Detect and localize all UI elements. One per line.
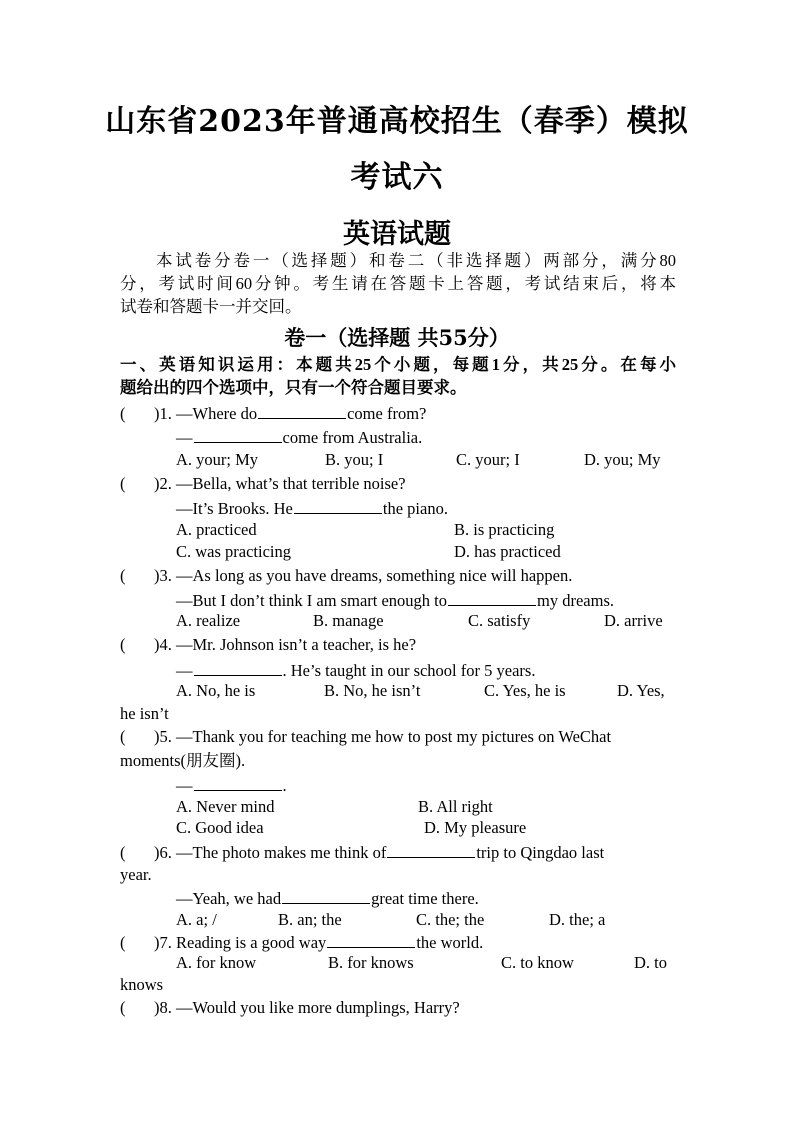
option-b: B. All right [418,797,493,816]
question-1-reply: — come from Australia. [176,428,423,447]
option-d: D. the; a [549,910,606,929]
question-4: ( )4. —Mr. Johnson isn’t a teacher, is he? [120,635,417,654]
blank [294,497,382,514]
answer-paren: ( [120,404,126,423]
question-8: ( )8. —Would you like more dumplings, Harry? [120,998,460,1017]
option-d: D. My pleasure [424,818,527,837]
question-5-reply: — . [176,776,287,795]
option-d: D. to [634,953,667,972]
question-3: ( )3. —As long as you have dreams, something nice will happen. [120,566,573,585]
intro-line-2: 分，考试时间60分钟。考生请在答题卡上答题，考试结束后，将本 [120,274,676,293]
question-7: ( )7. Reading is a good way the world. [120,933,484,952]
option-c: C. your; I [456,450,520,469]
instructions-line-2: 题给出的四个选项中，只有一个符合题目要求。 [120,378,467,397]
option-b: B. No, he isn’t [324,681,421,700]
intro-line-1: 本试卷分卷一（选择题）和卷二（非选择题）两部分，满分80 [156,251,676,270]
question-1: ( )1. —Where do come from? [120,404,427,423]
question-3-reply: —But I don’t think I am smart enough to my dreams. [176,591,614,610]
question-4-reply: — . He’s taught in our school for 5 years. [176,661,536,680]
option-d: D. you; My [584,450,661,469]
blank [258,402,346,419]
blank [448,589,536,606]
subject-title: 英语试题 [343,219,451,250]
blank [387,841,475,858]
question-6: ( )6. —The photo makes me think of trip to Qingdao last [120,843,605,862]
question-2: ( )2. —Bella, what’s that terrible noise? [120,474,406,493]
option-a: A. a; / [176,910,217,929]
answer-paren: ( [120,843,126,862]
option-d: D. arrive [604,611,663,630]
blank [327,931,415,948]
option-b: B. for knows [328,953,414,972]
option-c: C. to know [501,953,574,972]
question-2-reply: —It’s Brooks. He the piano. [176,499,448,518]
instructions-line-1: 一、英语知识运用：本题共25个小题，每题1分，共25分。在每小 [120,355,676,374]
answer-paren: ( [120,933,126,952]
question-6-reply: —Yeah, we had great time there. [176,889,479,908]
option-c: C. was practicing [176,542,292,561]
blank [194,774,282,791]
option-c: C. Yes, he is [484,681,566,700]
option-c: C. Good idea [176,818,264,837]
answer-paren: ( [120,727,126,746]
option-b: B. manage [313,611,384,630]
option-c: C. the; the [416,910,485,929]
answer-paren: ( [120,474,126,493]
answer-paren: ( [120,566,126,585]
option-a: A. Never mind [176,797,275,816]
option-a: A. realize [176,611,241,630]
question-6-cont: year. [120,865,152,884]
option-d: D. has practiced [454,542,561,561]
section-heading: 卷一（选择题 共55分） [284,325,510,350]
option-d-wrap: he isn’t [120,704,169,723]
option-b: B. is practicing [454,520,555,539]
option-b: B. you; I [325,450,384,469]
option-b: B. an; the [278,910,342,929]
answer-paren: ( [120,998,126,1017]
question-5-cont: moments(朋友圈). [120,751,246,770]
exam-title-cont: 考试六 [350,160,444,195]
option-c: C. satisfy [468,611,531,630]
blank [282,887,370,904]
option-a: A. for know [176,953,257,972]
option-a: A. practiced [176,520,257,539]
answer-paren: ( [120,635,126,654]
option-d-wrap: knows [120,975,164,994]
exam-title: 山东省2023年普通高校招生（春季）模拟 [105,104,689,139]
blank [194,659,282,676]
option-a: A. your; My [176,450,259,469]
option-d: D. Yes, [617,681,665,700]
intro-line-3: 试卷和答题卡一并交回。 [120,297,302,316]
question-5: ( )5. —Thank you for teaching me how to post my pictures on WeChat [120,727,612,746]
option-a: A. No, he is [176,681,256,700]
blank [194,426,282,443]
